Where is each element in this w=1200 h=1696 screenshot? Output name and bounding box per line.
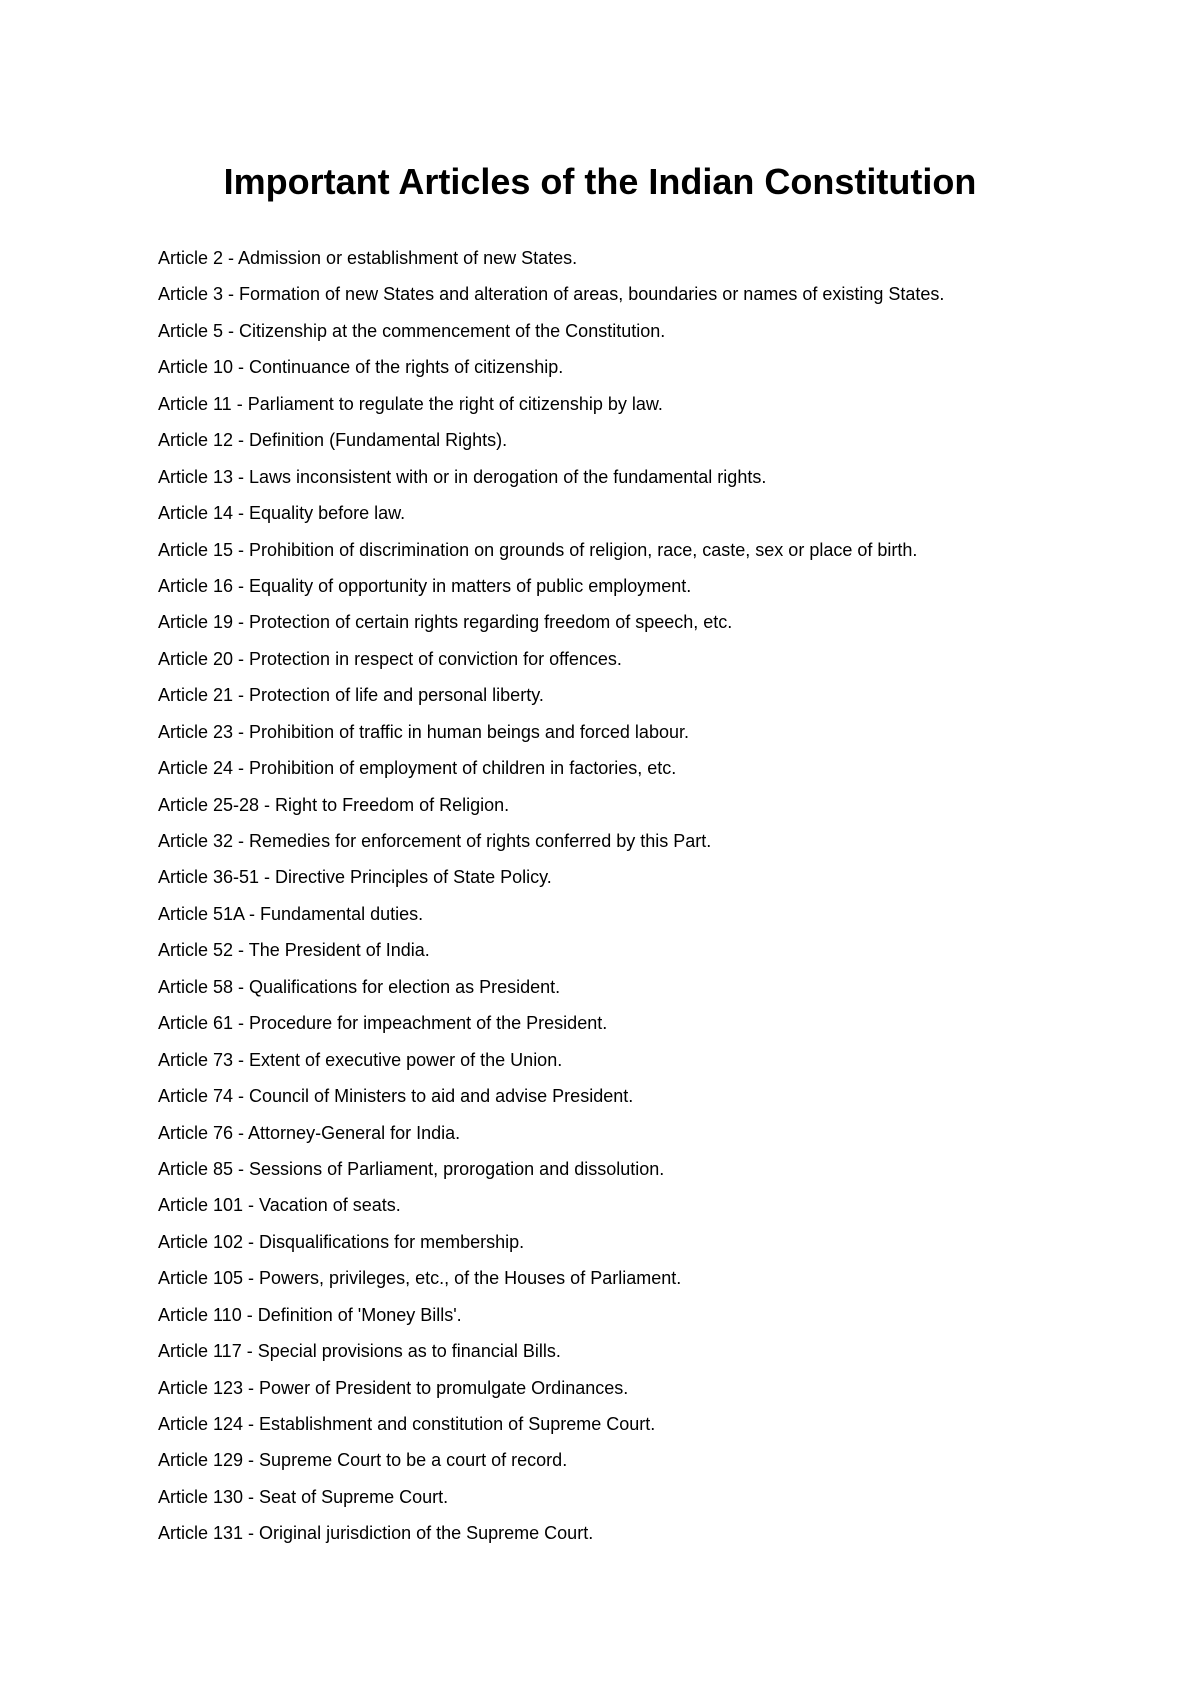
list-item: Article 15 - Prohibition of discrimination on grounds of religion, race, caste, sex or place of birth. xyxy=(158,539,918,560)
list-item: Article 124 - Establishment and constitution of Supreme Court. xyxy=(158,1414,656,1434)
list-item: Article 51A - Fundamental duties. xyxy=(158,903,424,924)
list-item: Article 101 - Vacation of seats. xyxy=(158,1195,401,1216)
list-item: Article 52 - The President of India. xyxy=(158,940,430,961)
article-list xyxy=(158,240,1140,1552)
list-item: Article 20 - Protection in respect of conviction for offences. xyxy=(158,648,622,669)
list-item: Article 123 - Power of President to promulgate Ordinances. xyxy=(158,1377,629,1398)
list-item: Article 110 - Definition of 'Money Bills'. xyxy=(158,1304,462,1325)
list-item: Article 36-51 - Directive Principles of State Policy. xyxy=(158,867,552,888)
list-item: Article 14 - Equality before law. xyxy=(158,503,406,524)
list-item: Article 130 - Seat of Supreme Court. xyxy=(158,1486,449,1507)
list-item: Article 131 - Original jurisdiction of the Supreme Court. xyxy=(158,1523,594,1544)
list-item: Article 73 - Extent of executive power of the Union. xyxy=(158,1049,563,1070)
list-item: Article 12 - Definition (Fundamental Rights). xyxy=(158,430,508,451)
list-item: Article 102 - Disqualifications for membership. xyxy=(158,1231,525,1252)
list-item: Article 5 - Citizenship at the commencement of the Constitution. xyxy=(158,320,666,341)
list-item: Article 85 - Sessions of Parliament, prorogation and dissolution. xyxy=(158,1158,665,1179)
list-item: Article 13 - Laws inconsistent with or in derogation of the fundamental rights. xyxy=(158,466,767,487)
list-item: Article 61 - Procedure for impeachment of the President. xyxy=(158,1013,608,1034)
list-item: Article 2 - Admission or establishment of new States. xyxy=(158,248,578,268)
list-item: Article 76 - Attorney-General for India. xyxy=(158,1122,461,1143)
list-item: Article 74 - Council of Ministers to aid and advise President. xyxy=(158,1086,634,1107)
list-item: Article 10 - Continuance of the rights of citizenship. xyxy=(158,357,564,378)
list-item: Article 21 - Protection of life and personal liberty. xyxy=(158,685,544,706)
list-item: Article 11 - Parliament to regulate the right of citizenship by law. xyxy=(158,393,663,414)
list-item: Article 25-28 - Right to Freedom of Religion. xyxy=(158,794,510,815)
list-item: Article 58 - Qualifications for election as President. xyxy=(158,976,561,997)
list-item: Article 16 - Equality of opportunity in matters of public employment. xyxy=(158,575,692,596)
list-item: Article 117 - Special provisions as to financial Bills. xyxy=(158,1341,561,1362)
list-item: Article 24 - Prohibition of employment of children in factories, etc. xyxy=(158,758,677,779)
list-item: Article 23 - Prohibition of traffic in human beings and forced labour. xyxy=(158,721,689,742)
list-item: Article 105 - Powers, privileges, etc., of the Houses of Parliament. xyxy=(158,1268,682,1289)
list-item: Article 32 - Remedies for enforcement of rights conferred by this Part. xyxy=(158,831,712,851)
list-item: Article 3 - Formation of new States and alteration of areas, boundaries or names of existing States. xyxy=(158,284,945,305)
page-title: Important Articles of the Indian Constitution xyxy=(223,161,977,202)
list-item: Article 129 - Supreme Court to be a court of record. xyxy=(158,1450,568,1471)
list-item: Article 19 - Protection of certain rights regarding freedom of speech, etc. xyxy=(158,612,733,633)
